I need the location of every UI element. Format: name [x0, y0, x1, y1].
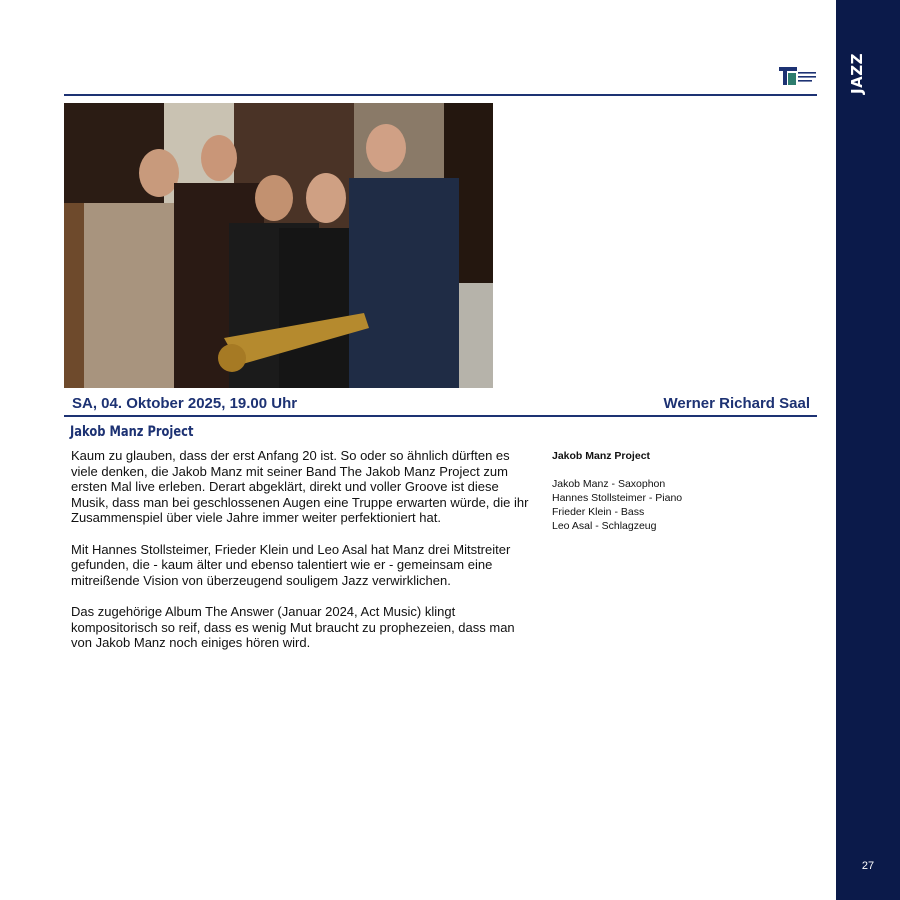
lineup [552, 449, 822, 533]
header-rule [64, 94, 817, 96]
page-number: 27 [861, 860, 875, 872]
description-paragraph: Kaum zu glauben, dass der erst Anfang 20 ist. So oder so ähnlich dürften es viele denken, die Jakob Manz mit seiner Band The Jakob Manz Project zum ersten Mal live erleben. Derart abgeklärt, direkt und voller Groove ist diese Musik, dass man bei geschlossenen Augen eine Truppe erwarten würde, die ihr Zusammenspiel über viele Jahre immer weiter perfektioniert hat. [71, 448, 529, 525]
lineup-member: Frieder Klein - Bass [552, 506, 645, 518]
foundation-logo [778, 64, 818, 86]
event-rule [64, 415, 817, 417]
event-date: SA, 04. Oktober 2025, 19.00 Uhr [72, 395, 298, 412]
description-paragraph: Mit Hannes Stollsteimer, Frieder Klein und Leo Asal hat Manz drei Mitstreiter gefunden, die - kaum älter und ebenso talentiert wie er - gemeinsam eine mitreißende Vision von überzeugend souligem Jazz verwirklichen. [71, 541, 511, 588]
band-photo [64, 103, 493, 388]
lineup-member: Leo Asal - Schlagzeug [552, 520, 657, 532]
lineup-member: Jakob Manz - Saxophon [552, 478, 666, 490]
lineup-heading: Jakob Manz Project [552, 450, 651, 462]
lineup-member: Hannes Stollsteimer - Piano [552, 492, 683, 504]
event-venue: Werner Richard Saal [663, 395, 810, 412]
sidebar [836, 0, 900, 900]
description-paragraph: Das zugehörige Album The Answer (Januar 2024, Act Music) klingt kompositorisch so reif, dass es wenig Mut braucht zu prophezeien, dass man von Jakob Manz noch einiges hören wird. [71, 604, 515, 650]
event-description [71, 448, 533, 667]
event-title: Jakob Manz Project [70, 424, 194, 440]
section-label: JAZZ [848, 53, 866, 94]
